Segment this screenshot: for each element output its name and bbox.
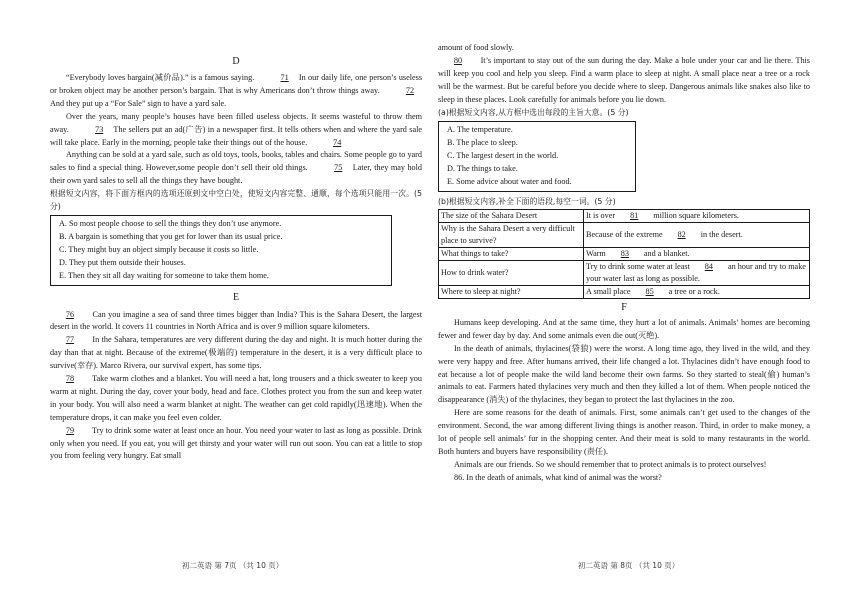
right-page-footer: 初二英语 第 8页 （共 10 页）: [578, 561, 680, 570]
table-question: Why is the Sahara Desert a very difficult place to survive?: [439, 222, 584, 247]
d-paragraph-2-text-b: The sellers put an ad(广告) in a newspaper first. It tells others when and where the yard sale will take place. Early in the morning, people take their things out of the house.: [50, 124, 422, 147]
d-paragraph-1-text: “Everybody loves bargain(减价品).” is a famous saying.: [66, 73, 255, 82]
d-paragraph-3: [50, 149, 422, 188]
table-answer: [584, 285, 810, 298]
f-paragraph-4: Animals are our friends. So we should remember that to protect animals is to protect ourselves!: [454, 459, 767, 469]
blank-81[interactable]: 81: [630, 210, 639, 220]
blank-78[interactable]: 78: [65, 374, 75, 384]
d-paragraph-1-text-b: In our daily life, one person’s useless or broken object may be another person’s bargain. That is why Americans don’t throw things away.: [50, 73, 423, 95]
table-question: Where to sleep at night?: [439, 285, 584, 298]
answer-text: a tree or a rock.: [668, 286, 720, 296]
table-question: How to drink water?: [439, 260, 584, 285]
d-paragraph-2-text: Over the years, many people’s houses have been filled useless objects. It seems wasteful to throw them away.: [50, 111, 422, 134]
table-row: [439, 222, 810, 247]
e-paragraph-5: [438, 55, 810, 107]
d-option: D. They put them outside their houses.: [59, 257, 186, 267]
d-option: E. Then they sit all day waiting for someone to take them home.: [59, 270, 269, 280]
answer-text: and a blanket.: [643, 248, 690, 258]
table-answer: [584, 260, 810, 285]
f-paragraph-2: In the death of animals, thylacines(袋狼) were the worst. A long time ago, they lived in the wild, and they were very happy and free. After humans arrived, their life changed a lot. Thylacines didn’t have enough food to eat because a lot of people make the wild land become their own farms. So they started to steal(偷) human’s animals to eat. Farmers hated thylacines very much and then they killed a lot of them. When people noticed the disappearance (消失) of the thylacines, they began to protect the last thylacines in the zoo.: [438, 343, 810, 405]
e-paragraph-4-text: Try to drink some water at least once an hour. You need your water to last as long as possible. Drink only when you need. If you eat, you will get thirsty and your water will run out soon. You can eat a little to stop you from feeling very hungry. Eat small: [50, 425, 422, 461]
part-a-option: B. The place to sleep.: [447, 138, 518, 148]
e-paragraph-5-text: It’s important to stay out of the sun during the day. Make a hole under your car and lie there. This will keep you cool and help you sleep. Find a warm place to sleep at night. A small place near a tree or a rock will be the warmest. But be careful before you decide where to sleep. Dangerous animals like snakes also like to sleep in these places. Look carefully for animals before you lie down.: [438, 55, 810, 104]
blank-84[interactable]: 84: [704, 261, 713, 271]
part-a-option: D. The things to take.: [447, 164, 518, 174]
table-answer: [584, 209, 810, 222]
blank-82[interactable]: 82: [677, 229, 686, 239]
blank-75[interactable]: 75: [334, 163, 343, 173]
part-a-option: A. The temperature.: [447, 125, 513, 135]
part-b-instruction: (b)根据短文内容,补全下面的语段,每空一词。(5 分): [438, 196, 616, 206]
blank-80[interactable]: 80: [453, 55, 463, 65]
e-paragraph-4: [50, 425, 422, 464]
part-a-option: C. The largest desert in the world.: [447, 151, 559, 161]
right-page: [438, 0, 810, 485]
answer-text: Because of the extreme: [586, 229, 663, 239]
section-e-title: E: [232, 291, 240, 303]
e-paragraph-3: [50, 373, 422, 425]
d-paragraph-1: [50, 72, 422, 111]
e-paragraph-1: [50, 309, 422, 335]
part-a-options-box: [438, 121, 636, 192]
blank-71[interactable]: 71: [280, 73, 289, 82]
d-option: C. They might buy an object simply because it costs so little.: [59, 244, 259, 254]
d-paragraph-1-text-c: And they put up a “For Sale” sign to have a yard sale.: [50, 98, 227, 108]
d-paragraph-3-text-b: Later, they may hold their own yard sales to sell all the things they have bought.: [50, 163, 422, 186]
blank-85[interactable]: 85: [645, 286, 654, 296]
sahara-table: [438, 209, 810, 299]
f-paragraph-3: Here are some reasons for the death of animals. First, some animals can’t get used to the changes of the environment. Second, the war among different living things is another reason. Third, in order to make money, a lot of people sell animals’ fur in the shopping center. And their meat is sold to many restaurants in the world. Both hunters and buyers have responsibility (责任).: [438, 408, 810, 456]
question-86: 86. In the death of animals, what kind of animal was the worst?: [454, 472, 662, 482]
e-paragraph-2: [50, 334, 422, 373]
left-page-footer: 初二英语 第 7页 （共 10 页）: [182, 561, 284, 570]
e-paragraph-1-text: Can you imagine a sea of sand three times bigger than India? This is the Sahara Desert, the largest desert in the world. It covers 11 countries in North Africa and is over 9 million square kilometers.: [50, 309, 422, 332]
answer-text: It is over: [586, 210, 616, 220]
e-paragraph-2-text: In the Sahara, temperatures are very different during the day and night. It is much hotter during the day than that at night. Because of the extreme(极端的) temperature in the desert, it is a very difficult place to survive(幸存). Marco Rivera, our survival expert, has some tips.: [50, 335, 422, 371]
answer-text: A small place: [586, 286, 631, 296]
left-page: [50, 0, 422, 463]
table-answer: [584, 222, 810, 247]
blank-74[interactable]: 74: [333, 137, 342, 147]
table-question: The size of the Sahara Desert: [439, 209, 584, 222]
blank-79[interactable]: 79: [65, 425, 75, 435]
table-row: [439, 247, 810, 260]
d-instruction: 根据短文内容，将下面方框内的选项还原到文中空白处，使短文内容完整、通顺，每个选项只能用一次。(5 分): [50, 189, 422, 212]
blank-76[interactable]: 76: [65, 309, 75, 319]
section-f-title: F: [621, 301, 627, 313]
table-answer: [584, 247, 810, 260]
d-paragraph-3-text: Anything can be sold at a yard sale, such as old toys, tools, books, tables and chairs. Some people go to yard sales to find a special thing. However,some people don’t sell their old things.: [50, 150, 422, 173]
blank-73[interactable]: 73: [95, 124, 104, 134]
table-question: What things to take?: [439, 247, 584, 260]
part-a-instruction: (a)根据短文内容,从方框中选出每段的主旨大意。(5 分): [438, 107, 629, 117]
f-paragraph-1: Humans keep developing. And at the same time, they hurt a lot of animals. Animals’ homes are becoming fewer and fewer day by day. And some animals even die out(灭绝).: [438, 317, 810, 340]
answer-text: Warm: [586, 248, 606, 258]
blank-77[interactable]: 77: [65, 335, 75, 345]
answer-text: Try to drink some water at least: [586, 261, 690, 271]
section-d-title: D: [232, 56, 240, 67]
table-row: [439, 260, 810, 285]
part-a-option: E. Some advice about water and food.: [447, 177, 572, 187]
blank-83[interactable]: 83: [620, 248, 629, 258]
table-row: [439, 209, 810, 222]
answer-text: in the desert.: [700, 229, 743, 239]
d-option: B. A bargain is something that you get for lower than its usual price.: [59, 231, 283, 241]
table-row: [439, 285, 810, 298]
blank-72[interactable]: 72: [405, 85, 415, 95]
d-option: A. So most people choose to sell the things they don’t use anymore.: [59, 218, 282, 228]
answer-text: million square kilometers.: [653, 210, 739, 220]
d-options-box: [50, 215, 392, 286]
answer-text: an hour and try to make your water last as long as possible.: [586, 261, 806, 283]
d-paragraph-2: [50, 111, 422, 150]
e-continuation: amount of food slowly.: [438, 43, 514, 52]
e-paragraph-3-text: Take warm clothes and a blanket. You will need a hat, long trousers and a thick sweater to keep you warm at night. During the day, cover your body, head and face. Clothes protect you from the sun and keep water in your body. You will also need a warm blanket at night. The weather can get cold rapidly(迅速地). When the temperature drops, it can make you feel even colder.: [50, 374, 422, 422]
